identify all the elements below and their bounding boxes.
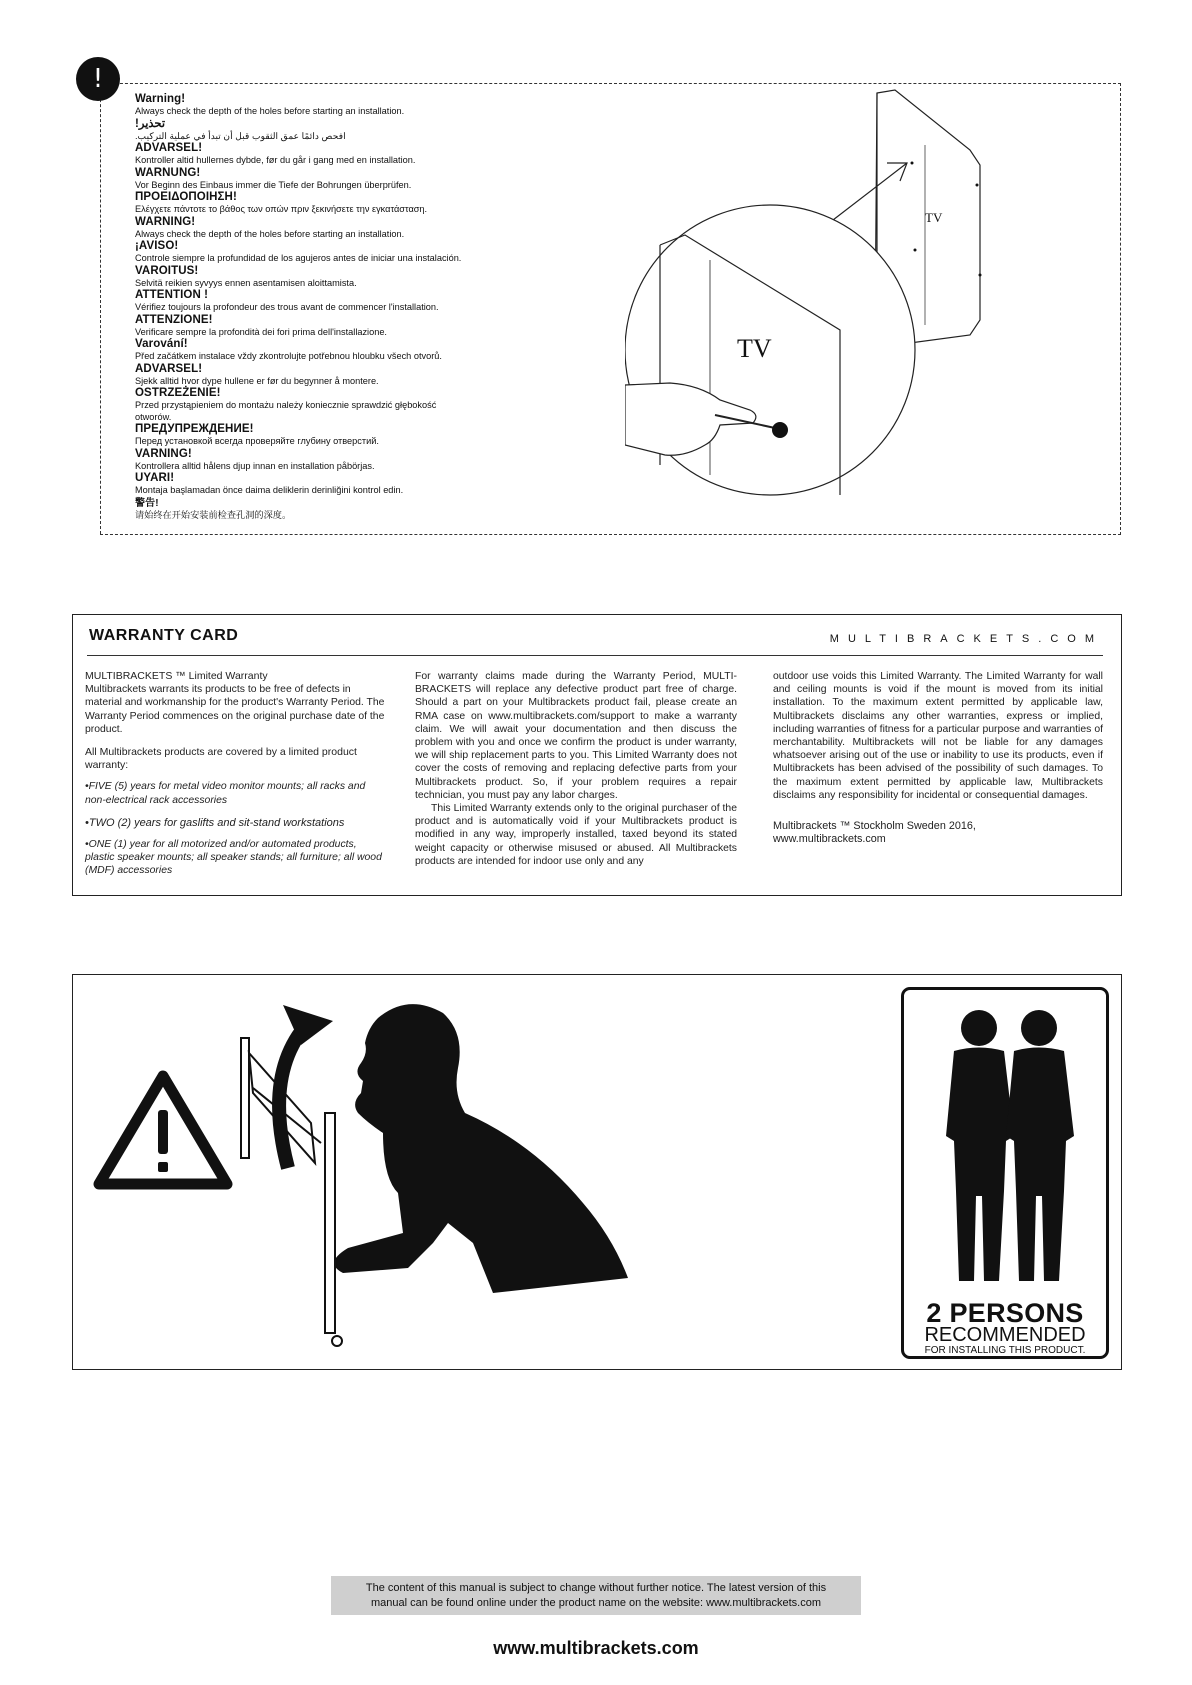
warning-item-tr xyxy=(135,472,655,497)
warning-heading: ПРЕДУПРЕЖДЕНИЕ! xyxy=(135,423,254,435)
warranty-column-3 xyxy=(773,670,1103,846)
warning-text: Vérifiez toujours la profondeur des trous avant de commencer l'installation. xyxy=(135,302,439,312)
warning-heading: !تحذير xyxy=(135,117,166,130)
warning-exclamation-icon: ! xyxy=(76,57,120,101)
warning-text: Przed przystąpieniem do montażu należy koniecznie sprawdzić głębokość otworów. xyxy=(135,400,437,422)
two-persons-silhouette-icon xyxy=(924,1006,1084,1291)
warranty-five-year-item: •FIVE (5) years for metal video monitor mounts; all racks and non-electrical rack accessories xyxy=(85,781,366,806)
warranty-card-title: WARRANTY CARD xyxy=(89,627,239,644)
warning-text: Перед установкой всегда проверяйте глубину отверстий. xyxy=(135,436,379,446)
warranty-intro: Multibrackets warrants its products to be free of defects in material and workmanship for the product's Warranty Period. The Warranty Period commences on the original purchase date of the product. xyxy=(85,684,385,735)
manual-change-notice xyxy=(331,1576,861,1615)
warning-text: Kontrollera alltid hålens djup innan en installation påbörjas. xyxy=(135,460,375,471)
warning-text: Always check the depth of the holes before starting an installation. xyxy=(135,106,405,116)
notice-line-2: manual can be found online under the product name on the website: www.multibrackets.com xyxy=(370,1597,822,1609)
warranty-card-brand: MULTIBRACKETS.COM xyxy=(829,633,1103,645)
warning-heading: OSTRZEŻENIE! xyxy=(135,387,221,399)
warning-item-no xyxy=(135,363,655,388)
tv-label-large: TV xyxy=(737,334,772,363)
notice-line-1: The content of this manual is subject to change without further notice. The latest version of this xyxy=(365,1582,827,1594)
tv-depth-check-illustration xyxy=(625,85,1075,505)
warning-heading: VARNING! xyxy=(135,447,192,460)
warranty-url[interactable]: www.multibrackets.com xyxy=(773,833,886,846)
warning-text: Před začátkem instalace vždy zkontrolujte potřebnou hloubku všech otvorů. xyxy=(135,351,442,361)
warning-heading: Varování! xyxy=(135,338,188,350)
warning-text: Ελέγχετε πάντοτε το βάθος των οπών πριν ξεκινήσετε την εγκατάσταση. xyxy=(135,204,428,214)
person-silhouette-icon xyxy=(334,1004,628,1293)
warning-heading: ΠΡΟΕΙΔΟΠΟΙΗΣΗ! xyxy=(135,191,237,203)
warranty-coverage-heading: All Multibrackets products are covered by a limited product warranty: xyxy=(85,746,357,772)
warning-heading: 警告! xyxy=(135,497,159,509)
warning-text: Vor Beginn des Einbaus immer die Tiefe der Bohrungen überprüfen. xyxy=(135,179,412,190)
warning-triangle-icon xyxy=(93,1070,233,1190)
warning-text: Verificare sempre la profondità dei fori prima dell'installazione. xyxy=(135,326,387,337)
warning-heading: ATTENZIONE! xyxy=(135,313,213,326)
warning-heading: WARNUNG! xyxy=(135,166,201,179)
warning-text: افحص دائمًا عمق الثقوب قبل أن تبدأ في عملية التركيب. xyxy=(135,130,346,141)
warranty-column-2 xyxy=(415,670,737,868)
warranty-heading: MULTIBRACKETS ™ Limited Warranty xyxy=(85,670,268,682)
warranty-signature: Multibrackets ™ Stockholm Sweden 2016, xyxy=(773,820,976,833)
warning-item-fi xyxy=(135,265,655,290)
warning-heading: ADVARSEL! xyxy=(135,142,203,154)
warning-list xyxy=(135,93,655,521)
warning-text: 请始终在开始安装前检查孔洞的深度。 xyxy=(135,509,292,520)
warning-text: Controle siempre la profundidad de los agujeros antes de iniciar una instalación. xyxy=(135,253,462,263)
warning-item-cs xyxy=(135,338,655,363)
two-persons-recommended-sign xyxy=(901,987,1109,1359)
warning-heading: WARNING! xyxy=(135,215,196,228)
persons-count-label: 2 PERSONS xyxy=(926,1298,1084,1328)
warning-text: Always check the depth of the holes before starting an installation. xyxy=(135,228,405,239)
warning-text: Sjekk alltid hvor dype hullene er før du begynner å montere. xyxy=(135,375,379,386)
warranty-card-divider xyxy=(87,655,1103,656)
warranty-claims-text: For warranty claims made during the Warranty Period, MULTI-BRACKETS will replace any defective product part free of charge. Should a part on your Multibrackets product fail, please create an RMA case on www.multibrackets.com/support to make a warranty claim. We will await your documentation and then discuss the problem with you and once we confirm the product is under warranty, we will ship replacement parts to you. This Limited Warranty does not cover the costs of removing and replacing defective parts from your Multibrackets product. So, if your problem requires a repair technician, you must pay any labor charges. xyxy=(415,671,737,801)
warning-text: Kontroller altid hullernes dybde, før du går i gang med en installation. xyxy=(135,155,416,165)
warranty-purchaser-text: This Limited Warranty extends only to the original purchaser of the product and is automatically void if your Multibrackets product is modified in any way, improperly installed, taxed beyond its stated weight capacity or otherwise misused or abused. All Multibrackets products are intended for indoor use only and any xyxy=(415,803,737,867)
warning-heading: Warning! xyxy=(135,93,186,105)
drill-hole-marker-icon xyxy=(772,422,788,438)
warning-item-de xyxy=(135,167,655,192)
warning-heading: ATTENTION ! xyxy=(135,289,209,301)
warranty-card xyxy=(72,614,1122,896)
warning-heading: UYARI! xyxy=(135,472,175,484)
warning-heading: ¡AVISO! xyxy=(135,240,179,252)
tv-label-small: TV xyxy=(925,210,943,225)
recommended-label: RECOMMENDED xyxy=(924,1324,1086,1346)
warranty-disclaimer-text: outdoor use voids this Limited Warranty. The Limited Warranty for wall and ceiling mounts is void if the mount is moved from its initial installation. To the maximum extent permitted by applicable law, Multibrackets disclaims any other warranties, express or implied, including warranties of fitness for a particular purpose and warranties of merchantability. Multibrackets will not be liable for any damages whatsoever arising out of the use or inability to use its products, even if Multibrackets has been advised of the possibility of such damages. To the maximum extent permitted by applicable law, Multibrackets disclaims any responsibility for incidental or consequential damages. xyxy=(773,671,1103,801)
warning-item-pl xyxy=(135,387,655,423)
warning-item-fr xyxy=(135,289,655,314)
warning-text: Selvitä reikien syvyys ennen asentamisen aloittamista. xyxy=(135,277,357,288)
warning-heading: ADVARSEL! xyxy=(135,362,203,375)
warning-item-ar xyxy=(135,118,655,143)
warning-item-da xyxy=(135,142,655,167)
warranty-one-year-item: •ONE (1) year for all motorized and/or automated products, plastic speaker mounts; all speaker stands; all furniture; all wood (MDF) accessories xyxy=(85,839,382,877)
warning-item-it xyxy=(135,314,655,339)
warranty-two-year-item: •TWO (2) years for gaslifts and sit-stand workstations xyxy=(85,816,345,829)
person-lifting-mount-illustration xyxy=(233,993,653,1363)
warning-item-sv xyxy=(135,448,655,473)
installing-product-label: FOR INSTALLING THIS PRODUCT. xyxy=(924,1345,1086,1356)
warning-item-el xyxy=(135,191,655,216)
installation-safety-panel xyxy=(72,974,1122,1370)
warranty-column-1 xyxy=(85,670,385,878)
warning-item-en xyxy=(135,93,655,118)
warning-item-es xyxy=(135,240,655,265)
warning-item-zh xyxy=(135,497,655,522)
warning-item-en2 xyxy=(135,216,655,241)
warning-heading: VAROITUS! xyxy=(135,264,199,277)
warning-item-ru xyxy=(135,423,655,448)
footer-website-link[interactable]: www.multibrackets.com xyxy=(493,1638,699,1658)
warning-text: Montaja başlamadan önce daima deliklerin derinliğini kontrol edin. xyxy=(135,485,404,495)
